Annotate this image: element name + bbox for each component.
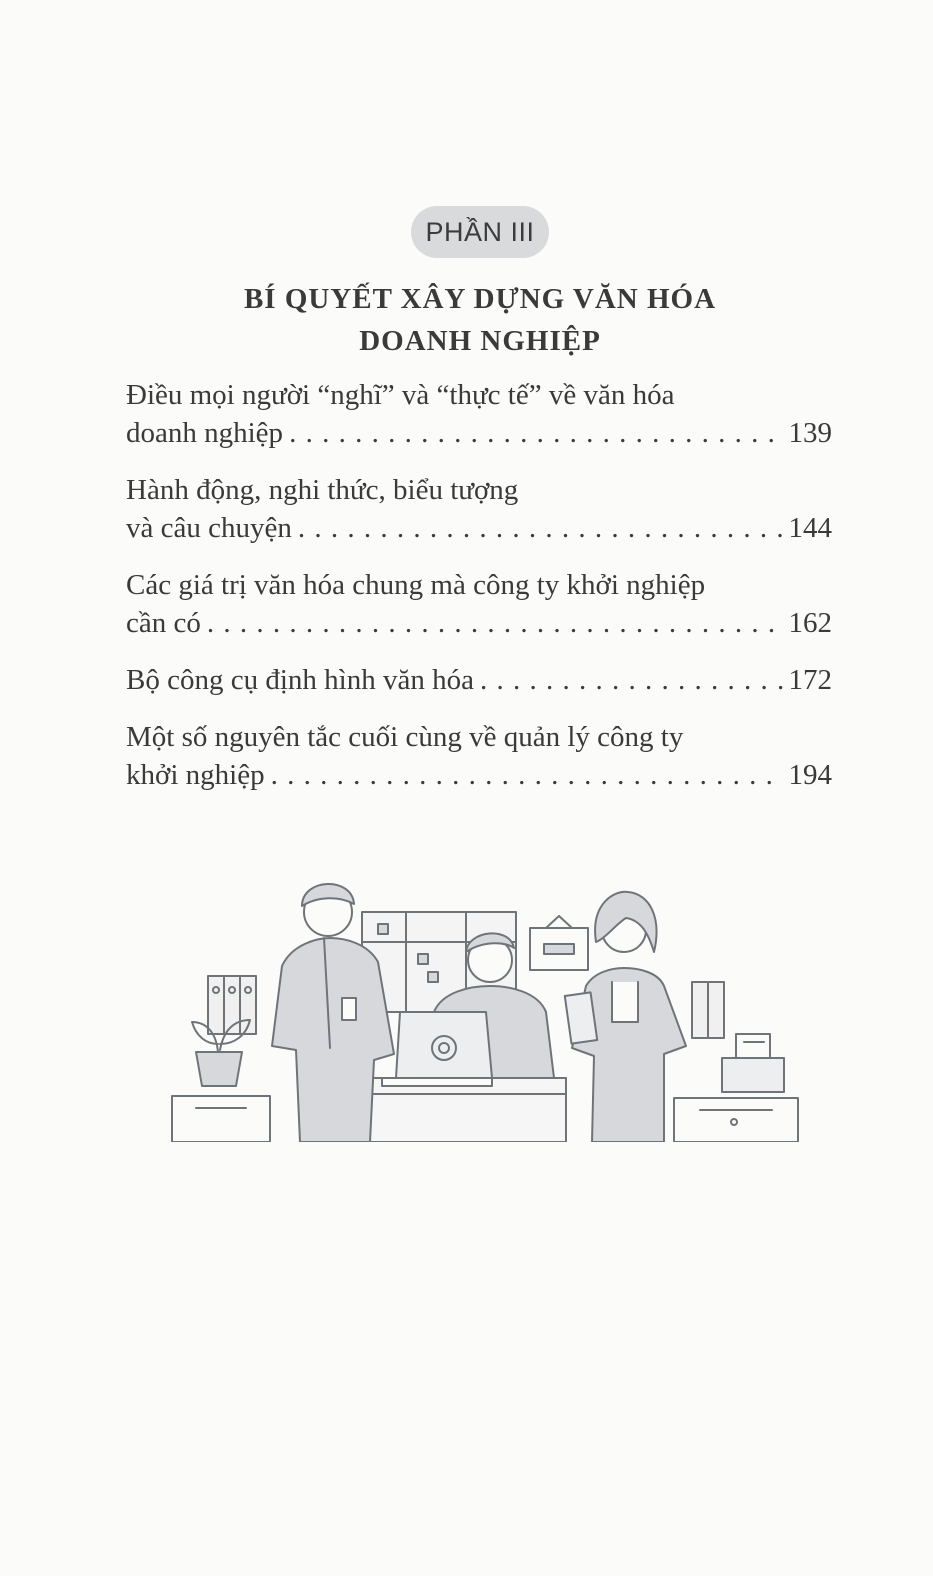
dot-leader [480,661,783,699]
binder [692,982,708,1038]
toc-entry-title: Điều mọi người “nghĩ” và “thực tế” về văn hóa [126,379,675,411]
table-of-contents [126,376,832,813]
toc-page-number: 194 [788,759,832,791]
laptop [396,1012,492,1078]
toc-entry-title-cont: cần có [126,607,201,639]
cabinet [172,1096,270,1142]
toc-entry-title: Hành động, nghi thức, biểu tượng [126,474,519,506]
dot-leader [289,414,782,452]
dot-leader [271,756,783,794]
toc-entry[interactable] [126,718,832,794]
folder [565,992,597,1043]
office-team-illustration [166,872,800,1142]
section-title-line: BÍ QUYẾT XÂY DỰNG VĂN HÓA [243,283,717,315]
toc-entry-title-cont: khởi nghiệp [126,759,265,791]
toc-entry[interactable] [126,566,832,642]
toc-entry-title: Một số nguyên tắc cuối cùng về quản lý công ty [126,721,684,753]
dot-leader [298,509,783,547]
toc-page-number: 139 [788,417,832,449]
toc-entry-title: Bộ công cụ định hình văn hóa [126,664,474,696]
dot-leader [207,604,783,642]
toc-page-number: 162 [788,607,832,639]
printer [722,1058,784,1092]
part-label: PHẦN III [411,206,549,258]
section-title [120,278,840,362]
toc-entry[interactable] [126,376,832,452]
toc-entry-title-cont: và câu chuyện [126,512,292,544]
binder [208,976,224,1034]
toc-page-number: 144 [788,512,832,544]
toc-entry[interactable] [126,661,832,699]
plant-pot [196,1052,242,1086]
coffee-cup [342,998,356,1020]
section-title-line: DOANH NGHIỆP [359,325,601,357]
toc-page-number: 172 [788,664,832,696]
toc-entry-title: Các giá trị văn hóa chung mà công ty khởi nghiệp [126,569,706,601]
toc-entry-title-cont: doanh nghiệp [126,417,284,449]
toc-entry[interactable] [126,471,832,547]
